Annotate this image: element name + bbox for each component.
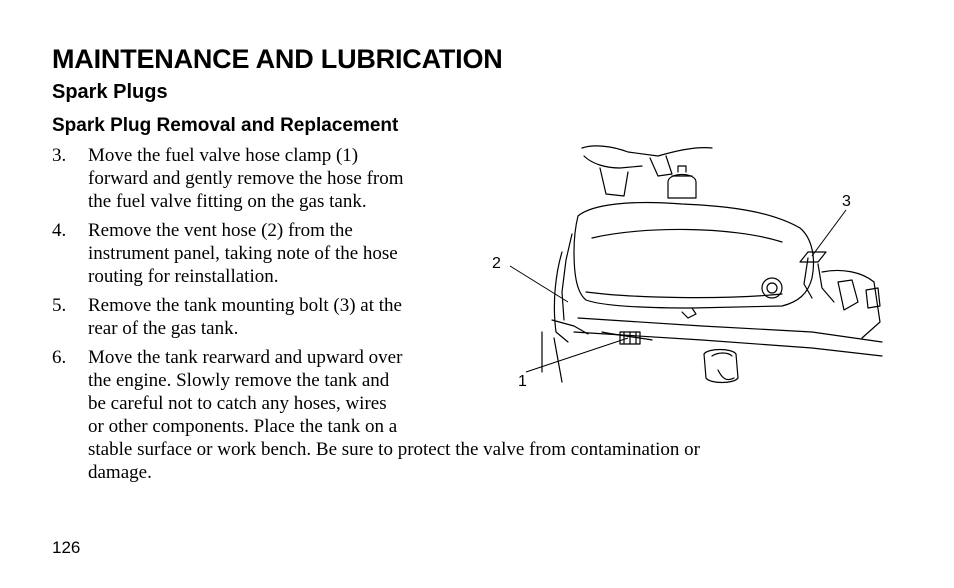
callout-2: 2 (492, 255, 501, 272)
callout-1: 1 (518, 373, 527, 390)
step-text: Move the fuel valve hose clamp (1) forward and gently remove the hose from the fuel valve fitting on the gas tank. (88, 145, 404, 212)
step-number: 3. (52, 145, 67, 166)
gas-tank-illustration (482, 142, 902, 402)
subsection-title: Spark Plugs (52, 81, 168, 103)
page-number: 126 (52, 538, 81, 557)
step-number: 6. (52, 347, 67, 368)
callout-3: 3 (842, 193, 851, 210)
section-title: MAINTENANCE AND LUBRICATION (52, 44, 503, 74)
procedure-title: Spark Plug Removal and Replacement (52, 115, 399, 136)
step-number: 4. (52, 220, 67, 241)
step-text: Move the tank rearward and upward over the engine. Slowly remove the tank and be careful not to catch any hoses, wires or other components. Place the tank on a stable surface or work bench. Be sure to protect the valve from contamination or damage. (88, 347, 701, 483)
step-text: Remove the tank mounting bolt (3) at the rear of the gas tank. (88, 295, 402, 339)
step-text: Remove the vent hose (2) from the instrument panel, taking note of the hose routing for reinstallation. (88, 220, 398, 287)
step-number: 5. (52, 295, 67, 316)
